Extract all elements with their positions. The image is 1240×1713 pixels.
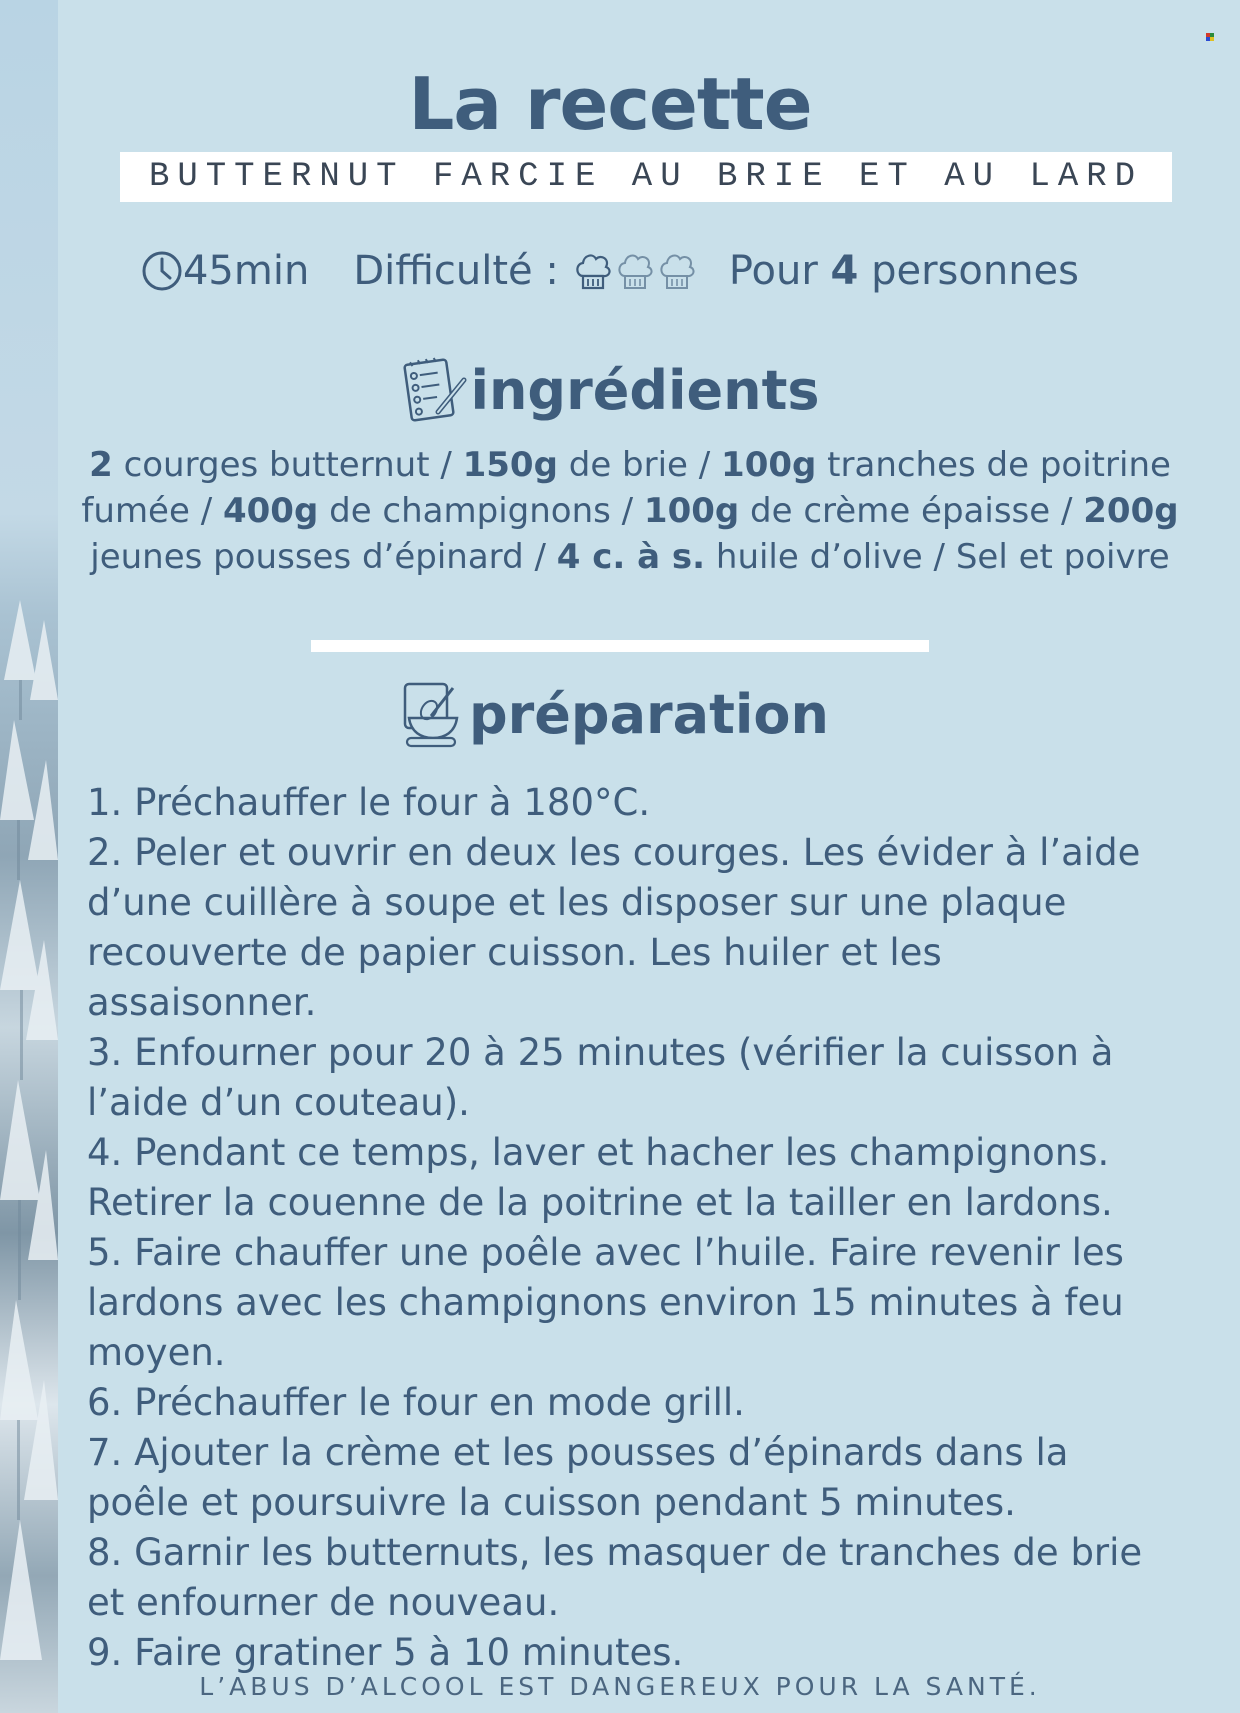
- ingredient-item: [956, 537, 1170, 577]
- recipe-meta: [0, 248, 1230, 294]
- recipe-name: BUTTERNUT FARCIE AU BRIE ET AU LARD: [148, 158, 1144, 196]
- ingredient-text: de crème épaisse: [750, 491, 1051, 531]
- ingredient-quantity: 400g: [222, 491, 319, 531]
- preparation-step: 1. Préchauffer le four à 180°C.: [87, 781, 651, 824]
- preparation-step: 7. Ajouter la crème et les pousses d’épinards dans la poêle et poursuivre la cuisson pendant 5 minutes.: [87, 1431, 1069, 1524]
- servings-prefix: Pour: [728, 248, 818, 294]
- preparation-step: 6. Préchauffer le four en mode grill.: [87, 1381, 745, 1424]
- chef-hat-icon-filled: [573, 250, 613, 292]
- ingredient-item: [644, 491, 1050, 531]
- preparation-heading: [0, 680, 1234, 748]
- ingredient-quantity: 100g: [643, 491, 740, 531]
- ingredient-item: [557, 537, 923, 577]
- preparation-title: préparation: [469, 682, 829, 746]
- preparation-step: 8. Garnir les butternuts, les masquer de tranches de brie et enfourner de nouveau.: [87, 1531, 1143, 1624]
- ingredient-text: huile d’olive: [715, 537, 923, 577]
- ingredient-text: jeunes pousses d’épinard: [90, 537, 524, 577]
- clock-icon: [141, 250, 183, 292]
- prep-time-value: 45min: [182, 248, 310, 294]
- preparation-step: 2. Peler et ouvrir en deux les courges. Les évider à l’aide d’une cuillère à soupe et les disposer sur une plaque recouverte de papier cuisson. Les huiler et les assaisonner.: [87, 831, 1141, 1024]
- mixing-bowl-icon: [399, 680, 467, 748]
- preparation-step: 5. Faire chauffer une poêle avec l’huile. Faire revenir les lardons avec les champignons environ 15 minutes à feu moyen.: [87, 1231, 1124, 1374]
- chef-hat-icon-empty: [657, 250, 697, 292]
- ingredient-quantity: 100g: [721, 445, 817, 485]
- ingredient-quantity: 2: [89, 445, 113, 485]
- ingredient-quantity: 200g: [1083, 491, 1179, 531]
- ingredient-text: de champignons: [329, 491, 611, 531]
- servings-suffix: personnes: [871, 248, 1080, 294]
- preparation-step: 3. Enfourner pour 20 à 25 minutes (vérifier la cuisson à l’aide d’un couteau).: [87, 1031, 1114, 1124]
- preparation-step: 9. Faire gratiner 5 à 10 minutes.: [87, 1631, 684, 1674]
- ingredient-text: Sel et poivre: [955, 537, 1170, 577]
- ingredient-item: [89, 445, 429, 485]
- servings-count: 4: [830, 248, 859, 294]
- prep-time: [141, 248, 309, 294]
- preparation-step: 4. Pendant ce temps, laver et hacher les champignons. Retirer la couenne de la poitrine et la tailler en lardons.: [87, 1131, 1113, 1224]
- difficulty-label: Difficulté :: [353, 248, 559, 294]
- preparation-steps: [87, 778, 1177, 1678]
- ingredient-text: de brie: [568, 445, 688, 485]
- legal-warning: L’ABUS D’ALCOOL EST DANGEREUX POUR LA SANTÉ.: [199, 1672, 1041, 1701]
- ingredients-heading: [0, 356, 1230, 424]
- ingredient-item: [223, 491, 611, 531]
- ingredient-quantity: 150g: [462, 445, 558, 485]
- ingredients-title: ingrédients: [470, 358, 820, 422]
- ingredient-text: tranches de poitrine fumée: [81, 445, 1171, 531]
- difficulty-rating: [573, 250, 699, 292]
- checklist-icon: [400, 356, 468, 424]
- ingredient-text: courges butternut: [123, 445, 430, 485]
- ingredients-list: 2 courges butternut / 150g de brie / 100g tranches de poitrine fumée / 400g de champignons / 100g de crème épaisse / 200g jeunes pousses d’épinard / 4 c. à s. huile d’olive / Sel et poivre: [81, 445, 1179, 577]
- section-divider: [311, 640, 929, 652]
- page-title: La recette: [408, 62, 812, 146]
- recipe-name-banner: [120, 152, 1172, 202]
- ingredient-item: [463, 445, 688, 485]
- servings: [729, 248, 1079, 294]
- ingredient-quantity: 4 c. à s.: [556, 537, 706, 577]
- chef-hat-icon-empty: [615, 250, 655, 292]
- color-mark-icon: [1206, 33, 1214, 41]
